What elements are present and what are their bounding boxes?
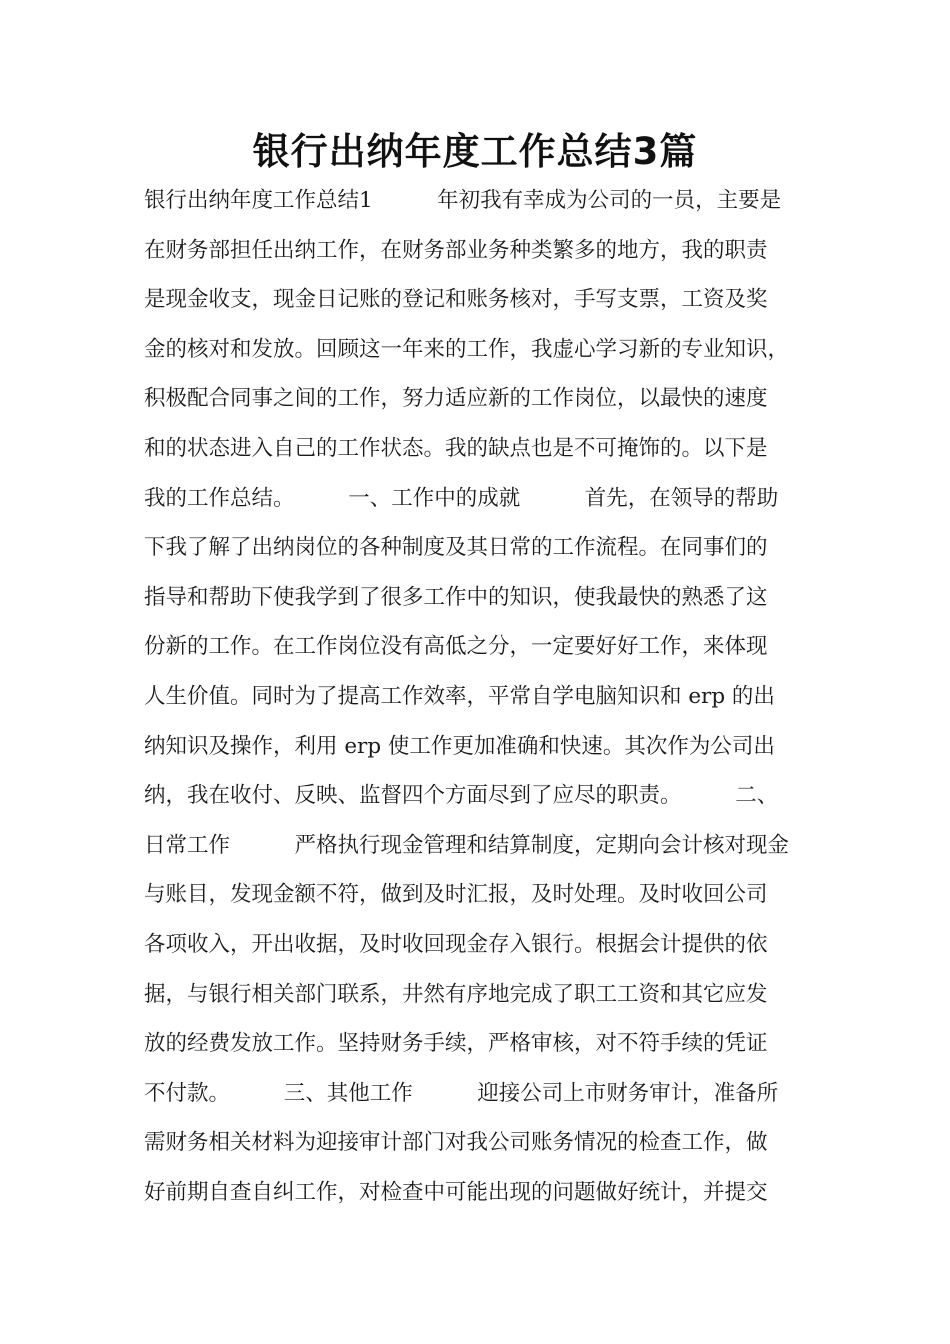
document-title: 银行出纳年度工作总结3篇 (252, 130, 698, 173)
body-line: 纳，我在收付、反映、监督四个方面尽到了应尽的职责。 二、 (144, 783, 779, 809)
body-line: 银行出纳年度工作总结1 年初我有幸成为公司的一员，主要是 (144, 188, 782, 213)
body-line: 纳知识及操作，利用 erp 使工作更加准确和快速。其次作为公司出 (144, 733, 775, 759)
body-line: 需财务相关材料为迎接审计部门对我公司账务情况的检查工作，做 (144, 1130, 768, 1156)
body-line: 我的工作总结。 一、工作中的成就 首先，在领导的帮助 (144, 485, 779, 511)
body-line: 人生价值。同时为了提高工作效率，平常自学电脑知识和 erp 的出 (144, 683, 775, 709)
body-line: 下我了解了出纳岗位的各种制度及其日常的工作流程。在同事们的 (144, 535, 768, 561)
body-line: 据，与银行相关部门联系，井然有序地完成了职工工资和其它应发 (144, 981, 768, 1007)
body-line: 金的核对和发放。回顾这一年来的工作，我虚心学习新的专业知识， (144, 336, 790, 362)
document-body (144, 176, 810, 1217)
body-line: 日常工作 严格执行现金管理和结算制度，定期向会计核对现金 (144, 832, 790, 858)
body-line: 好前期自查自纠工作，对检查中可能出现的问题做好统计，并提交 (144, 1179, 768, 1205)
body-line: 不付款。 三、其他工作 迎接公司上市财务审计，准备所 (144, 1080, 779, 1106)
body-line: 和的状态进入自己的工作状态。我的缺点也是不可掩饰的。以下是 (144, 435, 768, 461)
body-line: 各项收入，开出收据，及时收回现金存入银行。根据会计提供的依 (144, 931, 768, 957)
body-line: 是现金收支，现金日记账的登记和账务核对，手写支票，工资及奖 (144, 287, 768, 313)
body-line: 指导和帮助下使我学到了很多工作中的知识，使我最快的熟悉了这 (144, 584, 768, 610)
body-line: 与账目，发现金额不符，做到及时汇报，及时处理。及时收回公司 (144, 882, 768, 908)
body-line: 份新的工作。在工作岗位没有高低之分，一定要好好工作，来体现 (144, 634, 768, 660)
body-line: 积极配合同事之间的工作，努力适应新的工作岗位，以最快的速度 (144, 386, 768, 412)
body-line: 放的经费发放工作。坚持财务手续，严格审核，对不符手续的凭证 (144, 1031, 768, 1057)
body-line: 在财务部担任出纳工作，在财务部业务种类繁多的地方，我的职责 (144, 237, 768, 263)
